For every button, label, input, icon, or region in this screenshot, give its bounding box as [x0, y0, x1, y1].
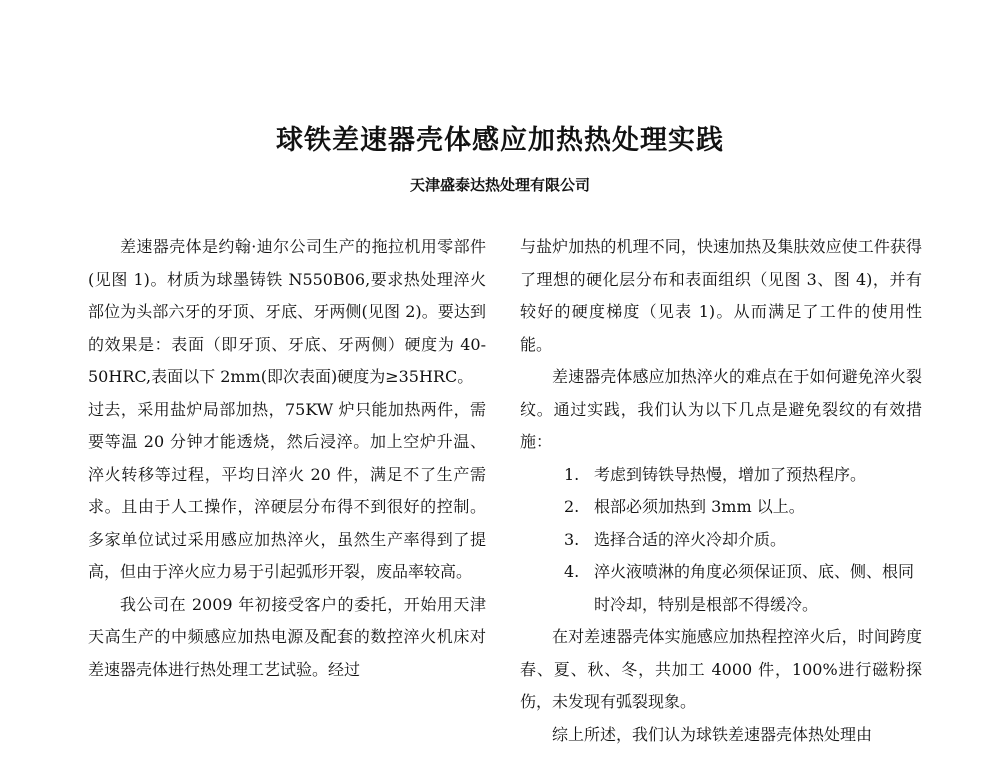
list-item-text: 淬火液喷淋的角度必须保证顶、底、侧、根同时冷却，特别是根部不得缓冷。: [594, 562, 915, 614]
right-paragraph-2: 差速器壳体感应加热淬火的难点在于如何避免淬火裂纹。通过实践，我们认为以下几点是避免裂纹的有效措施：: [520, 367, 922, 451]
left-column: [88, 231, 486, 686]
measures-list: [520, 459, 922, 622]
list-item-text: 选择合适的淬火冷却介质。: [594, 529, 787, 549]
list-item: [520, 459, 922, 492]
list-item-number: 2.: [564, 497, 580, 516]
list-item-number: 1.: [564, 464, 580, 484]
list-item-text: 考虑到铸铁导热慢，增加了预热程序。: [594, 464, 867, 484]
list-item-number: 3.: [564, 529, 580, 549]
right-paragraph-3: 在对差速器壳体实施感应加热程控淬火后，时间跨度春、夏、秋、冬，共加工 4000 件，100%进行磁粉探伤，未发现有弧裂现象。: [520, 627, 922, 711]
right-paragraph-4: 综上所述，我们认为球铁差速器壳体热处理由: [552, 724, 873, 744]
list-item: [520, 524, 922, 557]
list-item-text: 根部必须加热到 3mm 以上。: [594, 497, 805, 516]
right-paragraph-1: 与盐炉加热的机理不同，快速加热及集肤效应使工件获得了理想的硬化层分布和表面组织（见图 3、图 4)，并有较好的硬度梯度（见表 1)。从而满足了工件的使用性能。: [520, 237, 922, 354]
list-item-number: 4.: [564, 562, 580, 581]
right-column: [520, 231, 922, 751]
paper-title: 球铁差速器壳体感应加热热处理实践: [276, 125, 724, 156]
left-paragraph-1: 差速器壳体是约翰·迪尔公司生产的拖拉机用零部件(见图 1)。材质为球墨铸铁 N550B06,要求热处理淬火部位为头部六牙的牙顶、牙底、牙两侧(见图 2)。要达到的效果是：表面（即牙顶、牙底、牙两侧）硬度为 40-50HRC,表面以下 2mm(即次表面)硬度为≥35HRC。: [88, 237, 486, 386]
list-item: [520, 556, 922, 621]
left-paragraph-3: 我公司在 2009 年初接受客户的委托，开始用天津天高生产的中频感应加热电源及配套的数控淬火机床对差速器壳体进行热处理工艺试验。经过: [88, 594, 486, 679]
list-item: [520, 491, 922, 524]
affiliation: 天津盛泰达热处理有限公司: [409, 176, 590, 194]
left-paragraph-2: 过去，采用盐炉局部加热，75KW 炉只能加热两件，需要等温 20 分钟才能透烧，然后浸淬。加上空炉升温、淬火转移等过程，平均日淬火 20 件，满足不了生产需求。且由于人工操作，淬硬层分布得不到很好的控制。多家单位试过采用感应加热淬火，虽然生产率得到了提高，但由于淬火应力易于引起弧形开裂，废品率较高。: [88, 399, 486, 581]
